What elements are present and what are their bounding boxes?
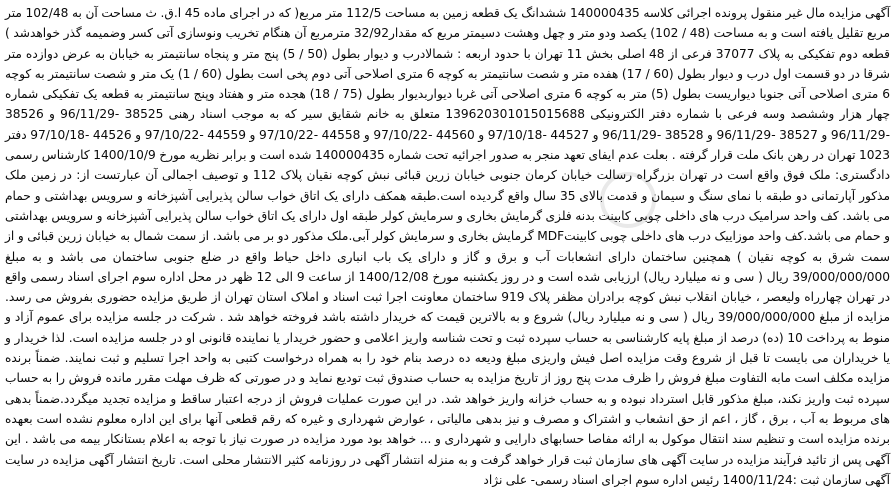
auction-notice-text: آگهی مزایده مال غیر منقول پرونده اجرائی کلاسه 140000435 ششدانگ یک قطعه زمین به مساحت 112/5 متر مربع( که در اجرای ماده 45 ا.ق. ث مساحت آن به 102/48 متر مربع تقلیل یافته است و به مساحت (48 / 102) یکصد ودو متر و چهل وهشت دسیمتر مربع که مقدار32/92 مترمربع آن هنگام تخریب ونوسازی آتی کسر وضمیمه گذر خواهدشد ) قطعه دوم تفکیکی به پلاک 37077 فرعی از 48 اصلی بخش 11 تهران با حدود اربعه : شمالادرب و دیوار بطول (50 / 5) پنج متر و پنجاه سانتیمتر به خیابان به عرض دوازده متر شرقا در دو قسمت اول درب و دیوار بطول (60 / 17) هفده متر و شصت سانتیمتر به کوچه 6 متری اصلاحی آتی دوم پخی است بطول (60 / 1) یک متر و شصت سانتیمتر به کوچه 6 متری اصلاحی آتی جنوبا دیواریست بطول (5) متر به کوچه 6 متری اصلاحی آتی غربا دیواربدیوار بطول (75 / 18) هجده متر و هفتاد وپنج سانتیمتر به قطعه یک تفکیکی شماره چهار هزار وششصد وسه فرعی با شماره دفتر الکترونیکی 139620301015015688 متعلق به خانم شقایق سیر که به موجب اسناد رهنی 38525 -96/11/29 و 38526 -96/11/29 و 38527 -96/11/29 و 38528 -96/11/29 و 44527 -97/10/18 و 44560 -97/10/22 و 44558 -97/10/22 و 44559 -97/10/22 و 44526 -97/10/18 دفتر 1023 تهران در رهن بانک ملت قرار گرفته . بعلت عدم ایفای تعهد منجر به صدور اجرائیه تحت شماره 140000435 شده است و برابر نظریه مورخ 1400/10/9 کارشناس رسمی دادگستری: ملک فوق واقع است در تهران بزرگراه رسالت خیابان کرمان جنوبی خیابان زرین قبائی نبش کوچه نقیان پلاک 112 و توصیف اجمالی آن عبارتست از: در زمین ملک مذکور آپارتمانی دو طبقه با نمای سنگ و سیمان و قدمت بالای 35 سال واقع گردیده است.طبقه همکف دارای یک اتاق خواب سالن پذیرایی آشپزخانه و سرویس بهداشتی و حمام می باشد. کف واحد سرامیک درب های داخلی چوبی کابینت بدنه فلزی گرمایش بخاری و سرمایش کولر طبقه اول دارای یک اتاق خواب سالن پذیرایی آشپزخانه و سرویس بهداشتی و حمام می باشد.کف واحد موزاییک درب های داخلی چوبی کابینتMDF گرمایش بخاری و سرمایش کولر آبی.ملک مذکور دو بر می باشد. از سمت شمال به خیابان زرین قبائی و از سمت شرق به کوچه نقیان ) همچنین ساختمان دارای انشعابات آب و برق و گاز و دارای یک باب انباری داخل حیاط واقع در ضلع جنوبی ساختمان می باشد و به مبلغ 39/000/000/000 ریال ( سی و نه میلیارد ریال) ارزیابی شده است و در روز یکشنبه مورخ 1400/12/08 از ساعت 9 الی 12 ظهر در محل اداره سوم اجرای اسناد رسمی واقع در تهران چهارراه ولیعصر ، خیابان انقلاب نبش کوچه برادران مظفر پلاک 919 ساختمان معاونت اجرا ثبت اسناد و املاک استان تهران از طریق مزایده حضوری بفروش می رسد. مزایده از مبلغ 39/000/000/000 ریال ( سی و نه میلیارد ریال) شروع و به بالاترین قیمت که خریدار داشته باشد فروخته خواهد شد . شرکت در جلسه مزایده برای عموم آزاد و منوط به پرداخت 10 (ده) درصد از مبلغ پایه کارشناسی به حساب سپرده ثبت و تحت شناسه واریز اعلامی و حضور خریدار یا نماینده قانونی او در جلسه مزایده است. لذا خریدار و یا خریداران می بایست تا قبل از شروع وقت مزایده اصل فیش واریزی مبلغ ودیعه ده درصد بنام خود را به همراه درخواست کتبی به واحد اجرا تسلیم و ثبت نمایند. ضمناً برنده مزایده مکلف است مابه التفاوت مبلغ فروش را ظرف مدت پنج روز از تاریخ مزایده به حساب صندوق ثبت تودیع نماید و در صورتی که ظرف مهلت مقرر مانده فروش را به حساب سپرده ثبت واریز نکند، مبلغ مذکور قابل استرداد نبوده و به حساب خزانه واریز خواهد شد. در این صورت عملیات فروش از درجه اعتبار ساقط و مزایده تجدید میگردد.ضمناً بدهی های مربوط به آب ، برق ، گاز ، اعم از حق انشعاب و اشتراک و مصرف و نیز بدهی مالیاتی ، عوارض شهرداری و غیره که رقم قطعی آنها برای این اداره معلوم نشده است بعهده برنده مزایده است و تنظیم سند انتقال موکول به ارائه مفاصا حسابهای دارایی و شهرداری و ... خواهد بود مورد مزایده در صورت نیاز با توجه به اعلام بستانکار بیمه می باشد . این آگهی پس از تائید فرآیند مزایده در سایت آگهی های سازمان ثبت قرار خواهد گرفت و به منزله انتشار آگهی در روزنامه کثیر الانتشار محلی است. تاریخ انتشار آگهی مزایده در سایت آگهی سازمان ثبت :1400/11/24 رئیس اداره سوم اجرای اسناد رسمی- علی نژاد xyxy=(5,6,891,487)
